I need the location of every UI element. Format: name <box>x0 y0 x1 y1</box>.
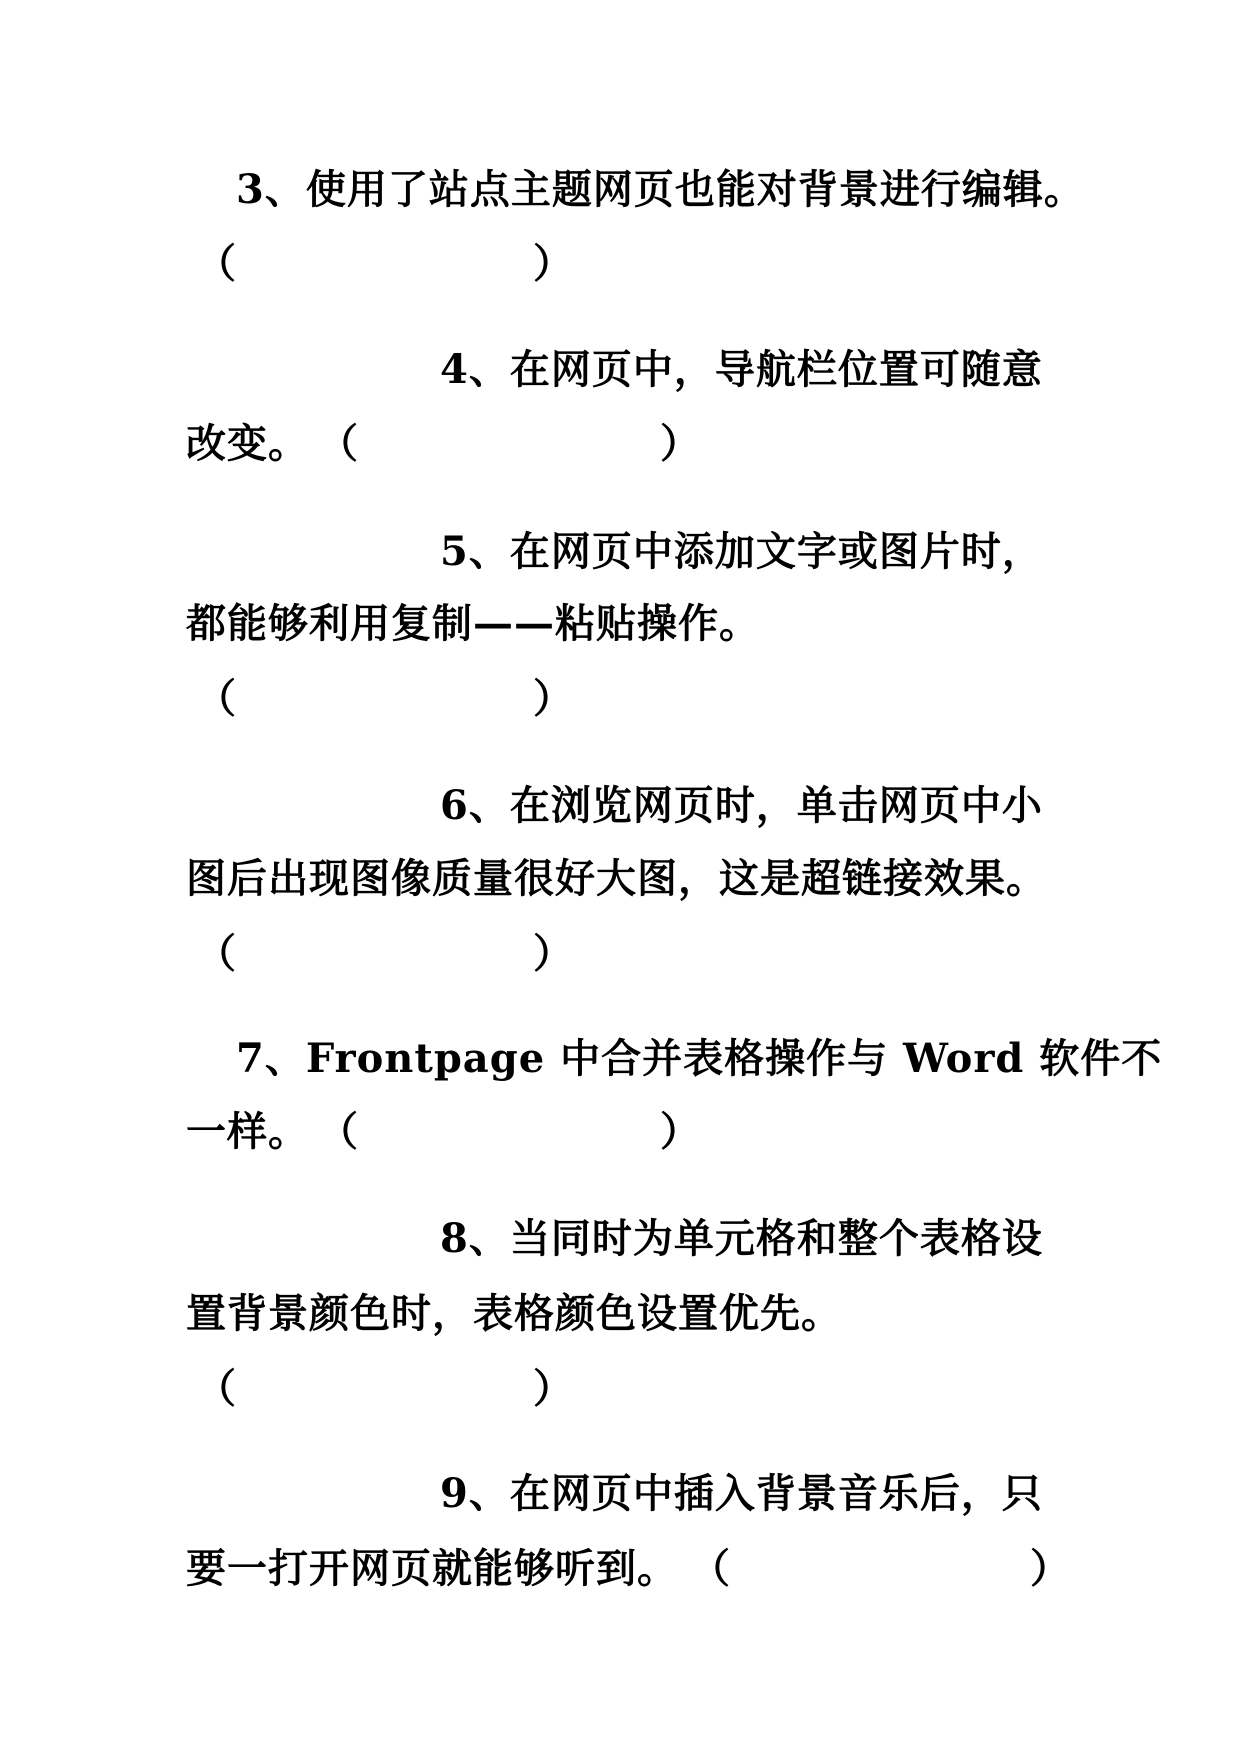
question-4-answer-open[interactable]: （ <box>318 420 358 467</box>
question-9-text-line1: 9、在网页中插入背景音乐后，只 <box>440 1470 1043 1517</box>
question-4-answer-close[interactable]: ） <box>660 420 700 467</box>
question-6-answer-close[interactable]: ） <box>533 930 573 977</box>
question-9-text-line2: 要一打开网页就能够听到。 <box>186 1545 678 1592</box>
question-8-text-line2: 置背景颜色时，表格颜色设置优先。 <box>186 1290 842 1337</box>
question-7-answer-close[interactable]: ） <box>660 1108 700 1155</box>
question-9-answer-close[interactable]: ） <box>1030 1545 1070 1592</box>
question-5-answer-close[interactable]: ） <box>533 675 573 722</box>
question-8-answer-open[interactable]: （ <box>196 1365 236 1412</box>
question-4-text-line2: 改变。 <box>186 420 309 467</box>
question-9-answer-open[interactable]: （ <box>690 1545 730 1592</box>
question-6-text-line1: 6、在浏览网页时，单击网页中小 <box>440 782 1043 829</box>
question-3-text: 3、使用了站点主题网页也能对背景进行编辑。 <box>236 166 1085 213</box>
question-7-answer-open[interactable]: （ <box>318 1108 358 1155</box>
question-5-answer-open[interactable]: （ <box>196 675 236 722</box>
question-8-text-line1: 8、当同时为单元格和整个表格设 <box>440 1215 1043 1262</box>
question-4-text-line1: 4、在网页中，导航栏位置可随意 <box>440 346 1043 393</box>
question-8-answer-close[interactable]: ） <box>533 1365 573 1412</box>
question-6-text-line2: 图后出现图像质量很好大图，这是超链接效果。 <box>186 855 1047 902</box>
question-6-answer-open[interactable]: （ <box>196 930 236 977</box>
question-7-text-line2: 一样。 <box>186 1108 309 1155</box>
question-3-answer-open[interactable]: （ <box>196 240 236 287</box>
question-7-text-line1: 7、Frontpage 中合并表格操作与 Word 软件不 <box>236 1035 1163 1082</box>
question-5-text-line2: 都能够利用复制——粘贴操作。 <box>186 600 760 647</box>
question-5-text-line1: 5、在网页中添加文字或图片时， <box>440 528 1043 575</box>
question-3-answer-close[interactable]: ） <box>533 240 573 287</box>
